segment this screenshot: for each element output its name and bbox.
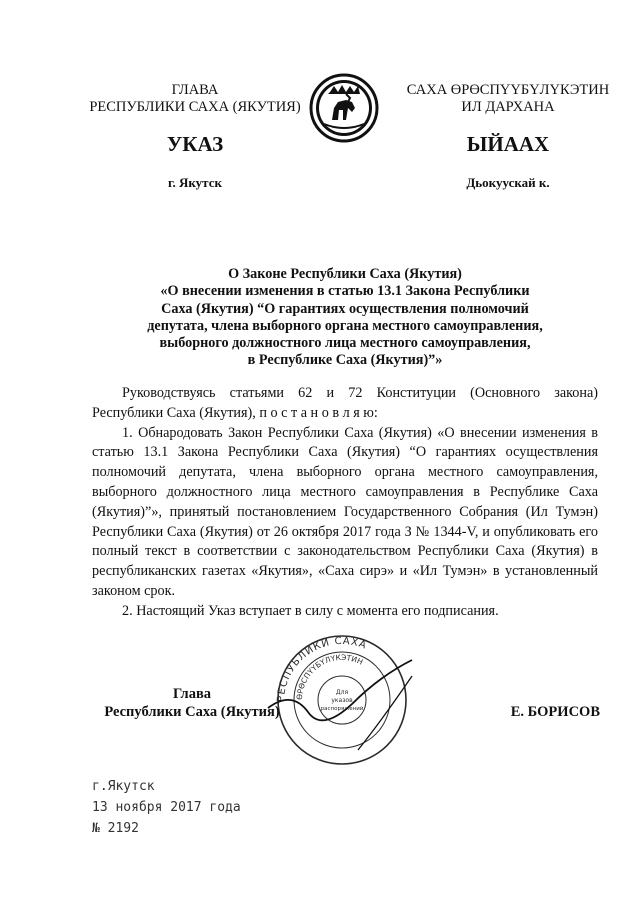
decree-title-ru: УКАЗ	[166, 132, 224, 156]
footer-date: 13 ноября 2017 года	[92, 800, 241, 815]
document-title	[120, 266, 570, 370]
footer-city: г.Якутск	[92, 779, 155, 794]
header-right-line1: САХА ӨРӨСПҮҮБҮЛҮКЭТИН	[406, 82, 610, 98]
seal-center-line1: Для	[335, 689, 349, 696]
decree-title-sakha: ЫЙААХ	[466, 132, 550, 156]
header-right	[388, 82, 628, 116]
decree-body	[92, 384, 598, 622]
header-right-line2: ИЛ ДАРХАНА	[461, 99, 555, 115]
seal-center-line3: распоряжений	[320, 706, 364, 712]
seal-center-line2: указов	[331, 697, 353, 704]
document-title-line: выборного должностного лица местного самоуправления,	[159, 335, 531, 352]
city-sakha: Дьокуускай к.	[466, 175, 550, 190]
signatory-name: Е. БОРИСОВ	[510, 704, 600, 720]
document-title-line: депутата, члена выборного органа местного самоуправления,	[147, 317, 543, 334]
document-title-line: в Республике Саха (Якутия)”»	[247, 352, 443, 369]
document-title-line: О Законе Республики Саха (Якутия)	[228, 266, 462, 282]
coat-of-arms-icon	[308, 72, 380, 144]
document-title-line: «О внесении изменения в статью 13.1 Закона Республики	[160, 283, 530, 300]
header-left	[80, 82, 310, 116]
header-left-line2: РЕСПУБЛИКИ САХА (ЯКУТИЯ)	[89, 99, 301, 115]
item-1-paragraph: 1. Обнародовать Закон Республики Саха (Якутия) «О внесении изменения в статью 13.1 Закона Республики Саха (Якутия) “О гарантиях осуществления полномочий депутата, члена выборного органа местного самоуправления, выборного должностного лица местного самоуправления в Республике Саха (Якутия)”», принятый постановлением Государственного Собрания (Ил Тумэн) Республики Саха (Якутия) от 26 октября 2017 года З № 1344-V, и опубликовать его полный текст в соответствии с законодательством Республики Саха (Якутия) в республиканских газетах «Якутия», «Саха сирэ» и «Ил Тумэн» в установленный законом срок.	[92, 424, 598, 599]
document-title-line: Саха (Якутия) “О гарантиях осуществления полномочий	[161, 300, 529, 317]
signature-title	[92, 686, 292, 721]
signature-title-line2: Республики Саха (Якутия)	[104, 703, 280, 720]
footer-number: № 2192	[92, 821, 139, 836]
signature-title-line1: Глава	[172, 686, 212, 702]
preamble-paragraph: Руководствуясь статьями 62 и 72 Конституции (Основного закона) Республики Саха (Якутия), п о с т а н о в л я ю:	[92, 385, 598, 421]
seal-outer-text: РЕСПУБЛИКИ САХА	[275, 635, 369, 703]
header-left-line1: ГЛАВА	[171, 82, 219, 98]
city-ru: г. Якутск	[168, 175, 222, 190]
item-2-paragraph: 2. Настоящий Указ вступает в силу с момента его подписания.	[122, 602, 499, 619]
decree-registration	[92, 776, 342, 839]
seal-inner-ring-text: ӨРӨСПҮҮБҮЛҮКЭТИН	[294, 652, 365, 701]
